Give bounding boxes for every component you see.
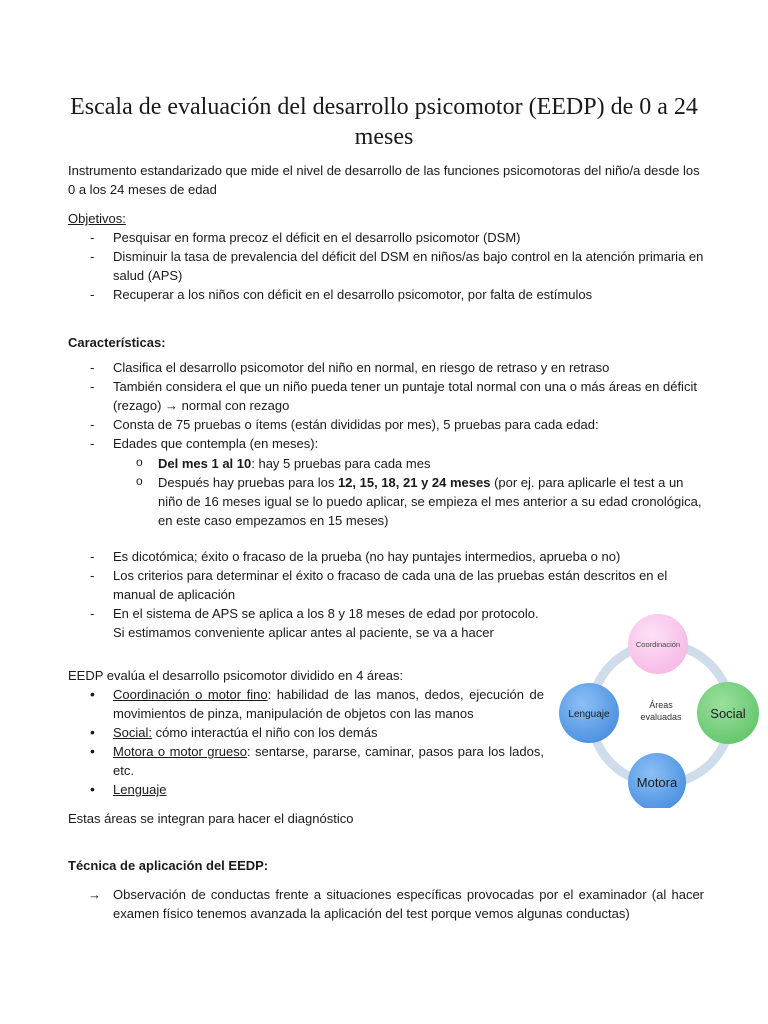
intro-paragraph: Instrumento estandarizado que mide el nivel de desarrollo de las funciones psicomotoras del niño/a desde los 0 a los 24 meses de edad: [68, 163, 700, 197]
node-bottom-label: Motora: [636, 775, 678, 790]
area-term: Motora o motor grueso: [113, 744, 247, 759]
sub-item-bold: Del mes 1 al 10: [158, 456, 252, 471]
areas-diagram-svg: [553, 612, 763, 808]
areas-diagram: [553, 612, 763, 808]
list-item: [68, 742, 544, 780]
areas-intro: EEDP evalúa el desarrollo psicomotor dividido en 4 áreas:: [68, 668, 404, 683]
area-term: Social:: [113, 725, 153, 740]
diagram-center-line1: Áreas: [649, 700, 673, 710]
list-item: [68, 780, 544, 799]
sub-item-bold: 12, 15, 18, 21 y 24 meses: [337, 475, 491, 490]
list-item: → Observación de conductas frente a situaciones específicas provocadas por el examinador (al hacer examen físico tenemos avanzada la aplicación del test porque vemos algunas conductas): [68, 885, 704, 923]
caracteristicas-heading: Características:: [68, 335, 166, 350]
list-item: [68, 454, 704, 473]
objetivos-list: [68, 228, 704, 304]
area-term: Coordinación o motor fino: [113, 687, 268, 702]
areas-list: [68, 685, 544, 799]
node-left-label: Lenguaje: [568, 709, 610, 720]
edades-sublist: [68, 454, 704, 530]
list-item: - Clasifica el desarrollo psicomotor del niño en normal, en riesgo de retraso y en retraso: [68, 358, 704, 377]
list-item: - Los criterios para determinar el éxito o fracaso de cada una de las pruebas están descritos en el manual de aplicación: [68, 566, 704, 604]
list-item: [68, 473, 704, 530]
areas-closing: Estas áreas se integran para hacer el diagnóstico: [68, 811, 354, 826]
list-item: - En el sistema de APS se aplica a los 8 y 18 meses de edad por protocolo. Si estimamos conveniente aplicar antes al paciente, se va a hacer: [68, 604, 543, 642]
list-item: - Pesquisar en forma precoz el déficit en el desarrollo psicomotor (DSM): [68, 228, 704, 247]
list-item: - Consta de 75 pruebas o ítems (están divididas por mes), 5 pruebas para cada edad:: [68, 415, 704, 434]
node-right-label: Social: [710, 706, 746, 721]
tecnica-heading: Técnica de aplicación del EEDP:: [68, 858, 269, 873]
objetivos-heading: Objetivos:: [68, 211, 126, 226]
area-desc: : sentarse, pararse, caminar, pasos para los lados, etc.: [113, 744, 544, 778]
area-term: Lenguaje: [113, 782, 167, 797]
sub-item-text: : hay 5 pruebas para cada mes: [251, 456, 431, 471]
list-item: - Es dicotómica; éxito o fracaso de la prueba (no hay puntajes intermedios, aprueba o no): [68, 547, 704, 566]
list-item: - Recuperar a los niños con déficit en el desarrollo psicomotor, por falta de estímulos: [68, 285, 704, 304]
list-item: - Disminuir la tasa de prevalencia del déficit del DSM en niños/as bajo control en la atención primaria en salud (APS): [68, 247, 704, 285]
sub-item-text: Después hay pruebas para los: [158, 475, 338, 490]
area-desc: : habilidad de las manos, dedos, ejecución de movimientos de pinza, manipulación de objetos con las manos: [113, 687, 544, 721]
tecnica-list: [68, 885, 704, 923]
node-top-label: Coordinación: [635, 640, 681, 649]
list-item: - También considera el que un niño pueda tener un puntaje total normal con una o más áreas en déficit (rezago) → normal con rezago: [68, 377, 704, 415]
list-item: - Edades que contempla (en meses):: [68, 434, 704, 453]
caracteristicas-list: [68, 358, 704, 453]
sub-item-text: (por ej. para aplicarle el test a un niño de 16 meses igual se lo puedo aplicar, se empieza el mes anterior a su edad cronológica, en este caso empezamos en 15 meses): [158, 475, 702, 528]
document-title: Escala de evaluación del desarrollo psicomotor (EEDP) de 0 a 24 meses: [70, 94, 698, 150]
area-desc: cómo interactúa el niño con los demás: [152, 725, 378, 740]
list-item: [68, 685, 544, 723]
list-item: [68, 723, 544, 742]
diagram-center-line2: evaluadas: [640, 712, 682, 722]
